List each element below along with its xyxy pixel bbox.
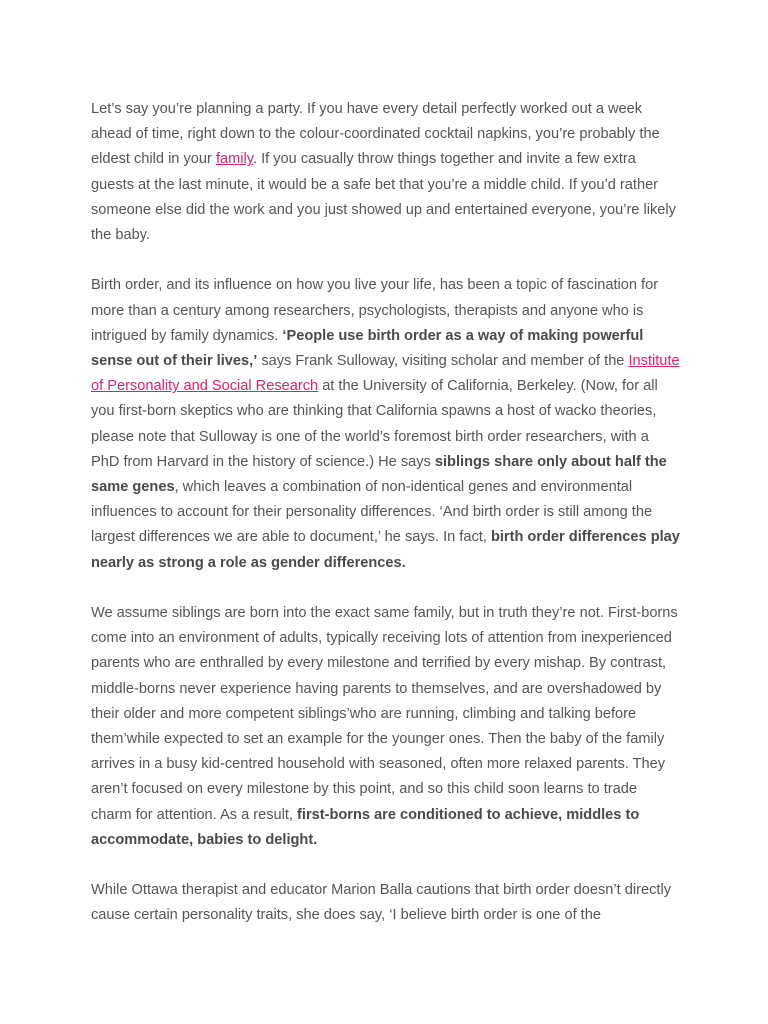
article-body — [91, 97, 681, 954]
paragraph-2 — [91, 273, 681, 575]
paragraph-text: at the University of California, Berkeley. (Now, for all you first-born skeptics who are thinking that California spawns a host of wacko theories, please note that Sulloway is one of the world’s foremost birth order researchers, with a PhD from Harvard in the history of science.) He says — [91, 378, 658, 470]
paragraph-3 — [91, 601, 681, 853]
paragraph-text: Let’s say you’re planning a party. If you have every detail perfectly worked out a week ahead of time, right down to the colour-coordinated cocktail napkins, you’re probably the eldest child in your — [91, 101, 660, 168]
paragraph-text: While Ottawa therapist and educator Marion Balla cautions that birth order doesn’t directly cause certain personality traits, she does say, ‘I believe birth order is one of the — [91, 882, 671, 924]
bold-phrase: first-borns are conditioned to achieve, middles to accommodate, babies to delight. — [91, 806, 640, 848]
institute-link[interactable]: Institute of Personality and Social Research — [91, 353, 680, 395]
paragraph-4 — [91, 878, 681, 928]
paragraph-text: We assume siblings are born into the exact same family, but in truth they’re not. First-borns come into an environment of adults, typically receiving lots of attention from inexperienced parents who are enthralled by every milestone and terrified by every mishap. By contrast, middle-borns never experience having parents to themselves, and are overshadowed by their older and more competent siblings’who are running, climbing and talking before them’while expected to set an example for the younger ones. Then the baby of the family arrives in a busy kid-centred household with seasoned, often more relaxed parents. They aren’t focused on every milestone by this point, and so this child soon learns to trade charm for attention. As a result, — [91, 605, 678, 823]
bold-phrase: siblings share only about half the same genes — [91, 453, 667, 496]
paragraph-text: , which leaves a combination of non-identical genes and environmental influences to account for their personality differences. ‘And birth order is still among the largest differences we are able to document,’ he says. In fact, — [91, 479, 653, 546]
paragraph-text: says Frank Sulloway, visiting scholar and member of the — [257, 353, 629, 370]
family-link[interactable]: family — [215, 151, 253, 168]
paragraph-text: Birth order, and its influence on how you live your life, has been a topic of fascination for more than a century among researchers, psychologists, therapists and anyone who is intrigued by family dynamics. — [91, 277, 659, 344]
paragraph-1 — [91, 97, 681, 248]
bold-phrase: birth order differences play nearly as strong a role as gender differences. — [91, 529, 680, 571]
paragraph-text: . If you casually throw things together and invite a few extra guests at the last minute, it would be a safe bet that you’re a middle child. If you’d rather someone else did the work and you just showed up and entertained everyone, you’re likely the baby. — [91, 151, 676, 244]
bold-quote: ‘People use birth order as a way of making powerful sense out of their lives,’ — [91, 327, 644, 370]
